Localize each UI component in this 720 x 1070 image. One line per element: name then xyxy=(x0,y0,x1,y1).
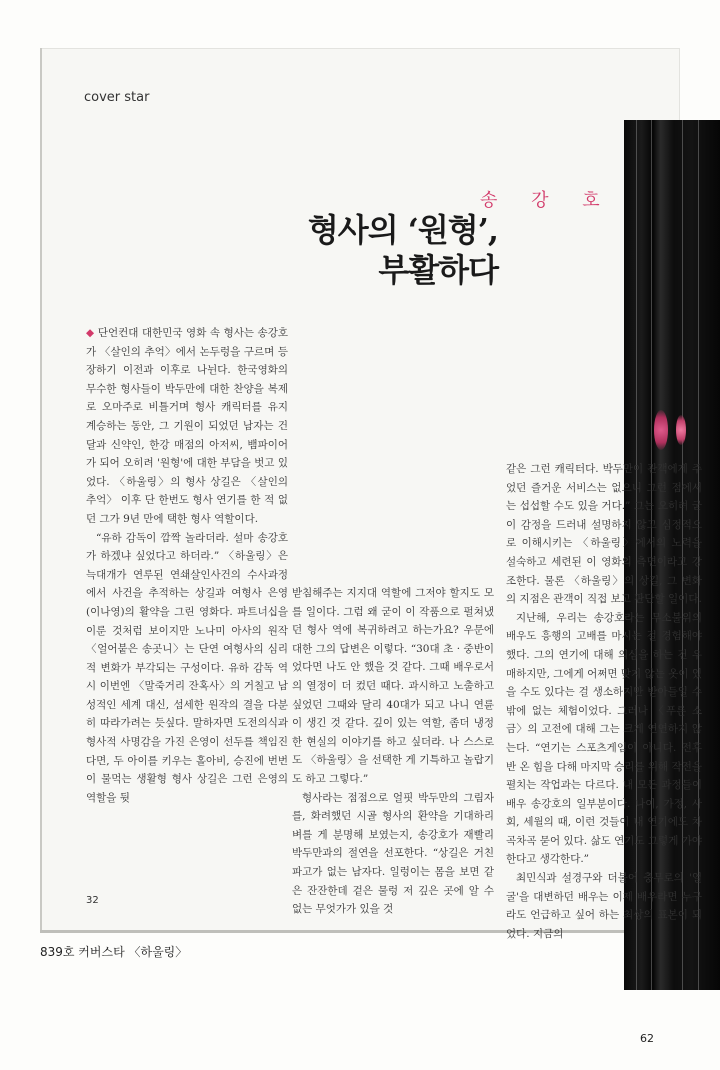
article-column-2 xyxy=(292,584,494,919)
paragraph: 지난해, 우리는 송강호라는 무소불위의 배우도 흥행의 고배를 마시는 걸 경험해야 했다. 그의 연기에 대해 의심을 하는 건 우매하지만, 그에게 어쩌면 맞지 않는 옷이 있을 수도 있다는 걸 생소하지만 받아들일 수밖에 없는 체험이었다. 그러나 〈푸른 소금〉의 고전에 대해 그는 크게 연연하지 않는다. “연기는 스포츠게임이 아니다. 전후반 온 힘을 다해 마지막 승리를 위해 작전을 펼치는 작업과는 다르다. 내 모든 과정들이 배우 송강호의 일부분이다. 나이, 가정, 사회, 세월의 때, 이런 것들이 내 연기에도 차곡차곡 묻어 있다. 삶도 연기도 그렇게 가야 한다고 생각한다.” xyxy=(506,611,702,866)
actor-name: 송 강 호 xyxy=(480,190,614,211)
paragraph: 받침해주는 지지대 역할에 그저야 할지도 모를 일이다. 그럼 왜 굳이 이 작품으로 펄쳐냈던 형사 역에 복귀하려고 하는가요? 우문에 대한 그의 답변은 이렇다. “30대 초 · 중반이었다면 나도 안 했을 것 같다. 그때 배우로서의 열정이 더 컸던 때다. 과시하고 노출하고 싶었던 그때와 달리 40대가 되고 나니 연륜이 생긴 것 같다. 깊이 있는 역할, 좀더 냉정한 현실의 이야기를 하고 싶더라. 나 스스로도 〈하울링〉을 선택한 게 기특하고 놀랍기도 하고 그렇다.” xyxy=(292,587,494,785)
paragraph: 최민식과 설경구와 더불어 충무로의 '얼굴'을 대변하던 배우는 이제 배우라면 누구라도 언급하고 싶어 하는 최상의 표본이 되었다. 지금의 xyxy=(506,872,702,940)
paragraph xyxy=(86,324,288,529)
paragraph-text: 단언컨대 대한민국 영화 속 형사는 송강호가 〈살인의 추억〉에서 논두렁을 구르며 등장하기 이전과 이후로 나뉜다. 한국영화의 무수한 형사들이 박두만에 대한 찬양을 복제로 오마주로 비틀거며 형사 캐릭터를 유지 계승하는 동안, 그 기원이 되었던 남자는 건달과 신약인, 한강 매점의 아저씨, 뱀파이어가 되어 오히려 '원형'에 대한 부담을 벗고 있었다. 〈하울링〉의 형사 상길은 〈살인의 추억〉 이후 단 한번도 형사 연기를 한 적 없던 그가 9년 만에 택한 형사 역할이다. xyxy=(86,327,288,525)
page-number: 32 xyxy=(86,895,99,906)
headline-line-2: 부활하다 xyxy=(378,251,498,289)
paragraph: 형사라는 점점으로 얼핏 박두만의 그림자를, 화려했던 시골 형사의 환약을 기대하리 벼를 게 분명해 보였는지, 송강호가 재빨리 박두만과의 절연을 선포한다. “상길은 거친 파고가 없는 남자다. 일렁이는 몸을 보면 같은 잔잔한데 겉은 물렁 저 깊은 곳에 알 수 없는 무엇가가 있을 것 xyxy=(292,791,494,916)
page-number: 62 xyxy=(640,1032,654,1045)
section-tag: cover star xyxy=(84,90,150,105)
bullet-icon: ◆ xyxy=(86,327,98,339)
paragraph: 같은 그런 캐릭터다. 박두만이 관객에게 주었던 즐거운 서비스는 없으니 그런 점에서는 섭섭할 수도 있을 거다.” 그는 오히려 굳이 감정을 드러내 설명하지 않고 심정적으로 이해시키는 〈하울링〉에서의 노력을 설숙하고 세련된 이 영화의 측면이라고 강조한다. 물론 〈하울링〉의 상길, 그 변화의 지점은 관객이 직접 보고 판단할 일이다. xyxy=(506,463,702,606)
caption: 839호 커버스타 〈하울링〉 xyxy=(40,945,188,959)
article-column-1 xyxy=(86,324,288,807)
article-column-3 xyxy=(506,460,702,943)
scan-edge xyxy=(40,48,42,933)
headline xyxy=(308,210,498,290)
headline-line-1: 형사의 ‘원형’, xyxy=(307,211,498,249)
paragraph: “유하 감독이 깜짝 놀라더라. 설마 송강호가 하겠냐 싶었다고 하더라.” 〈하울링〉은 늑대개가 연루된 연쇄살인사건의 수사과정에서 사건을 추적하는 상길과 여형사 은영(이나영)의 활약을 그린 영화다. 파트너십을 이룬 것처럼 보이지만 노나미 아사의 원작 〈얼어붙은 송곳니〉는 단연 여형사의 심리적 변화가 부각되는 구성이다. 유하 감독 역시 이번엔 〈말죽거리 잔혹사〉의 거칠고 남성적인 세계 대신, 섬세한 원작의 결을 다분히 따라가려는 듯싶다. 말하자면 도전의식과 형사적 사명감을 가진 은영이 선두를 책임진다면, 두 아이를 키우는 홀아비, 승진에 번번이 물먹는 생활형 형사 상길은 그런 은영의 역할을 뒷 xyxy=(86,531,288,804)
